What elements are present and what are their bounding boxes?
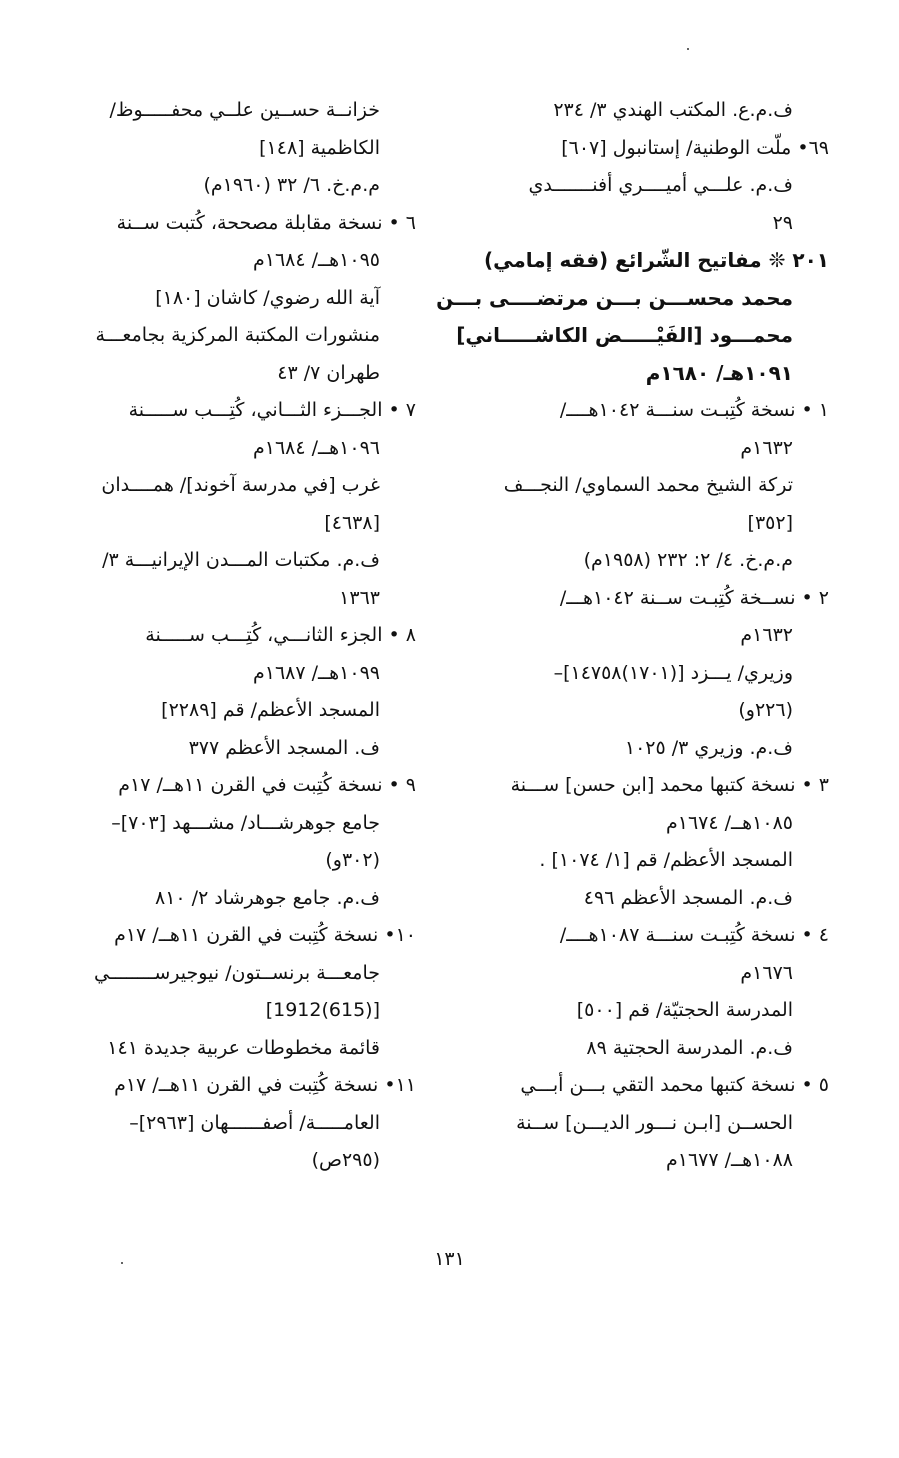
text-line: ف. المسجد الأعظم ٣٧٧ xyxy=(188,736,380,759)
text-line: وزيري/ يـــزد [(١٧٠١)١٤٧٥٨]– xyxy=(553,661,793,684)
text-line: الكاظمية [١٤٨] xyxy=(259,136,380,159)
text-line: ف.م. مكتبات المـــدن الإيرانيـــة ٣/ xyxy=(102,549,380,571)
text-line: ٢٠١ ❊ مفاتيح الشّرائع (فقه إمامي) xyxy=(483,248,829,272)
text-line: المدرسة الحجتيّة/ قم [٥٠٠] xyxy=(576,999,793,1021)
text-line: ١٠٩١هـ/ ١٦٨٠م xyxy=(645,360,793,385)
text-line: تركة الشيخ محمد السماوي/ النجـــف xyxy=(503,474,793,496)
text-line: ٢٩ xyxy=(772,211,793,234)
text-line: ف.م. المسجد الأعظم ٤٩٦ xyxy=(583,886,793,909)
text-line: ١٦٣٢م xyxy=(740,624,793,646)
text-line: ١٠٨٨هــ/ ١٦٧٧م xyxy=(665,1149,793,1171)
text-line: (٢٢٦و) xyxy=(738,699,793,721)
text-line: ١٠٩٦هــ/ ١٦٨٤م xyxy=(252,436,380,459)
scan-speck xyxy=(687,48,689,50)
text-line: جامعـــة برنســتون/ نيوجيرســــــــي xyxy=(94,961,380,984)
text-line: غرب [في مدرسة آخوند]/ همــــدان xyxy=(101,474,380,496)
text-line: الحســن [ابـن نـــور الديـــن] ســنة xyxy=(516,1111,793,1134)
text-line: محمد محســـن بـــن مرتضــــى بـــن xyxy=(436,285,793,310)
text-line: ١٠٩٥هــ/ ١٦٨٤م xyxy=(252,249,380,271)
text-line: خزانــة حســين علــي محفـــــوظ/ xyxy=(109,99,380,121)
text-line: ٧ • الجـــزء الثـــاني، كُتِـــب ســـــنة xyxy=(128,399,416,421)
text-line: العامـــــة/ أصفــــــهان [٢٩٦٣]– xyxy=(129,1111,380,1134)
text-line: م.م.خ. ٦/ ٣٢ (١٩٦٠م) xyxy=(203,174,380,196)
text-line: منشورات المكتبة المركزية بجامعـــة xyxy=(95,324,380,346)
text-line: ف.م.ع. المكتب الهندي ٣/ ٢٣٤ xyxy=(553,99,793,121)
text-line: ف.م. علـــي أميــــري أفنـــــــدي xyxy=(528,174,793,196)
scan-speck xyxy=(121,1262,123,1264)
text-line: ١٦٧٦م xyxy=(740,961,793,984)
text-line: جامع جوهرشـــاد/ مشـــهد [٧٠٣]– xyxy=(111,811,380,834)
text-line: محمـــود [الفَيْـــــض الكاشـــــاني] xyxy=(456,323,793,347)
text-line: [(615)1912] xyxy=(265,999,380,1021)
text-line: قائمة مخطوطات عربية جديدة ١٤١ xyxy=(107,1036,380,1059)
text-line: ف.م. المدرسة الحجتية ٨٩ xyxy=(586,1036,793,1059)
text-line: (٢٩٥ص) xyxy=(311,1149,380,1171)
left-column xyxy=(86,92,416,1180)
text-line: ف.م. جامع جوهرشاد ٢/ ٨١٠ xyxy=(154,886,380,909)
text-line: م.م.خ. ٤/ ٢: ٢٣٢ (١٩٥٨م) xyxy=(583,549,793,571)
text-line: المسجد الأعظم/ قم [٢٢٨٩] xyxy=(161,699,380,721)
text-line: [٣٥٢] xyxy=(747,511,793,534)
text-line: ٥ • نسخة كتبها محمد التقي بـــن أبـــي xyxy=(520,1074,829,1096)
text-line: المسجد الأعظم/ قم [١/ ١٠٧٤] . xyxy=(539,849,793,871)
text-line: ٢ • نســخة كُتِبـت ســنة ١٠٤٢هـــ/ xyxy=(559,586,829,609)
right-column xyxy=(436,92,829,1180)
text-line: ١٣٦٣ xyxy=(339,586,380,609)
text-line: ١٠• نسخة كُتِبت في القرن ١١هــ/ ١٧م xyxy=(114,924,416,946)
page-number: ١٣١ xyxy=(434,1248,465,1270)
text-line: آية الله رضوي/ كاشان [١٨٠] xyxy=(155,286,380,309)
text-line: ١٦٣٢م xyxy=(740,436,793,459)
text-line: [٤٦٣٨] xyxy=(324,511,380,534)
text-line: ف.م. وزيري ٣/ ١٠٢٥ xyxy=(624,736,793,759)
text-line: ٦٩• ملّت الوطنية/ إستانبول [٦٠٧] xyxy=(561,136,829,159)
text-line: ١٠٨٥هــ/ ١٦٧٤م xyxy=(665,811,793,834)
text-line: ١١• نسخة كُتِبت في القرن ١١هــ/ ١٧م xyxy=(114,1074,416,1096)
text-line: ٦ • نسخة مقابلة مصححة، كُتبت ســنة xyxy=(116,211,416,234)
text-line: ٨ • الجزء الثانـــي، كُتِـــب ســـــنة xyxy=(145,624,416,646)
text-line: ١ • نسخة كُتِبـت سنـــة ١٠٤٢هــــ/ xyxy=(559,399,829,421)
text-line: طهران ٧/ ٤٣ xyxy=(277,361,380,384)
text-line: ٣ • نسخة كتبها محمد [ابن حسن] ســـنة xyxy=(510,774,829,796)
text-line: (٣٠٢و) xyxy=(325,849,380,871)
text-line: ١٠٩٩هــ/ ١٦٨٧م xyxy=(252,661,380,684)
text-line: ٤ • نسخة كُتِبـت سنـــة ١٠٨٧هــــ/ xyxy=(559,924,829,946)
text-line: ٩ • نسخة كُتِبت في القرن ١١هــ/ ١٧م xyxy=(118,774,416,796)
